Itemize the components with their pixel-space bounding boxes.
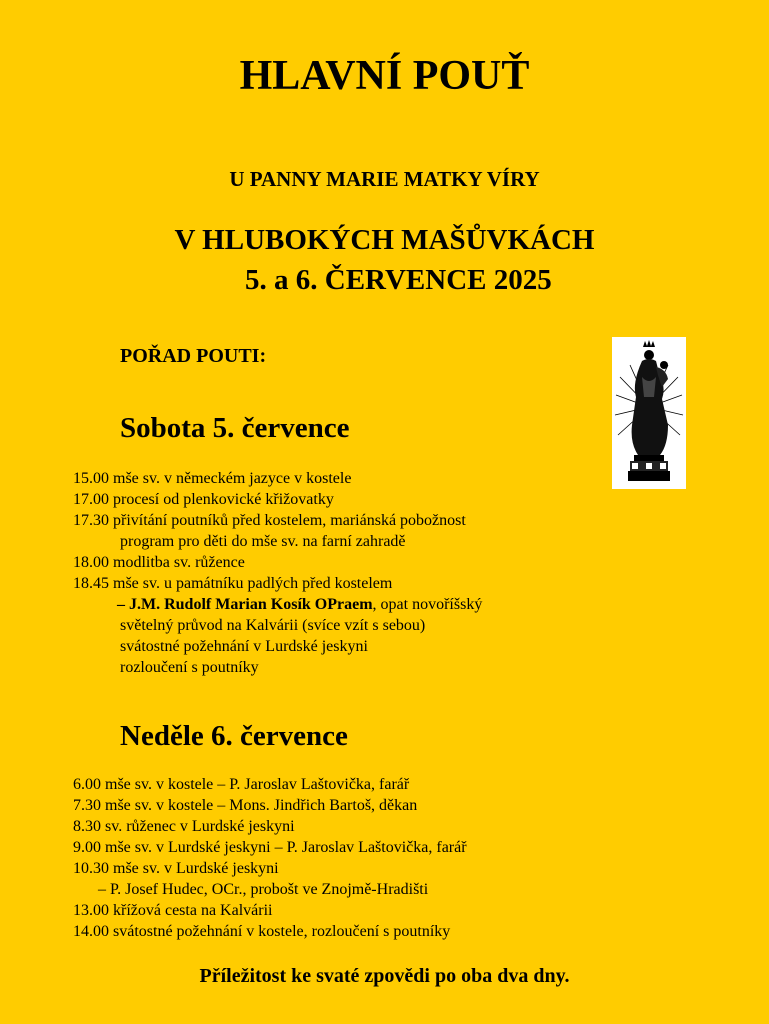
list-item: 10.30 mše sv. v Lurdské jeskyni (73, 860, 279, 877)
list-item: 8.30 sv. růženec v Lurdské jeskyni (73, 818, 295, 835)
list-item: světelný průvod na Kalvárii (svíce vzít s sebou) (120, 617, 426, 634)
list-item: 15.00 mše sv. v německém jazyce v kostele (73, 470, 352, 487)
list-item: 13.00 křížová cesta na Kalvárii (73, 902, 273, 919)
saturday-schedule (73, 468, 482, 678)
subtitle-location: V HLUBOKÝCH MAŠŮVKÁCH (174, 224, 595, 256)
list-item: rozloučení s poutníky (120, 659, 259, 676)
list-item: 6.00 mše sv. v kostele – P. Jaroslav Laštovička, farář (73, 776, 410, 793)
list-item: 17.00 procesí od plenkovické křižovatky (73, 491, 334, 508)
list-item (73, 594, 482, 615)
sunday-schedule (73, 774, 467, 942)
list-item: 14.00 svátostné požehnání v kostele, rozloučení s poutníky (73, 923, 451, 940)
celebrant-title: , opat novoříšský (372, 596, 483, 613)
list-item: svátostné požehnání v Lurdské jeskyni (120, 638, 368, 655)
list-item: 9.00 mše sv. v Lurdské jeskyni – P. Jaroslav Laštovička, farář (73, 839, 467, 856)
list-item: program pro děti do mše sv. na farní zahradě (120, 533, 406, 550)
celebrant-name: – J.M. Rudolf Marian Kosík OPraem (117, 596, 373, 613)
list-item: 18.45 mše sv. u památníku padlých před kostelem (73, 575, 393, 592)
madonna-statue-icon (612, 337, 686, 489)
page-title: HLAVNÍ POUŤ (239, 53, 530, 99)
subtitle-dedication: U PANNY MARIE MATKY VÍRY (229, 167, 540, 191)
sunday-heading: Neděle 6. července (120, 720, 348, 752)
subtitle-date: 5. a 6. ČERVENCE 2025 (245, 264, 552, 296)
confession-note: Příležitost ke svaté zpovědi po oba dva dny. (199, 965, 570, 987)
list-item: – P. Josef Hudec, OCr., probošt ve Znojmě-Hradišti (98, 881, 429, 898)
list-item: 18.00 modlitba sv. růžence (73, 554, 245, 571)
list-item: 17.30 přivítání poutníků před kostelem, mariánská pobožnost (73, 512, 466, 529)
saturday-heading: Sobota 5. července (120, 412, 350, 444)
list-item: 7.30 mše sv. v kostele – Mons. Jindřich Bartoš, děkan (73, 797, 418, 814)
program-label: POŘAD POUTI: (120, 345, 267, 367)
